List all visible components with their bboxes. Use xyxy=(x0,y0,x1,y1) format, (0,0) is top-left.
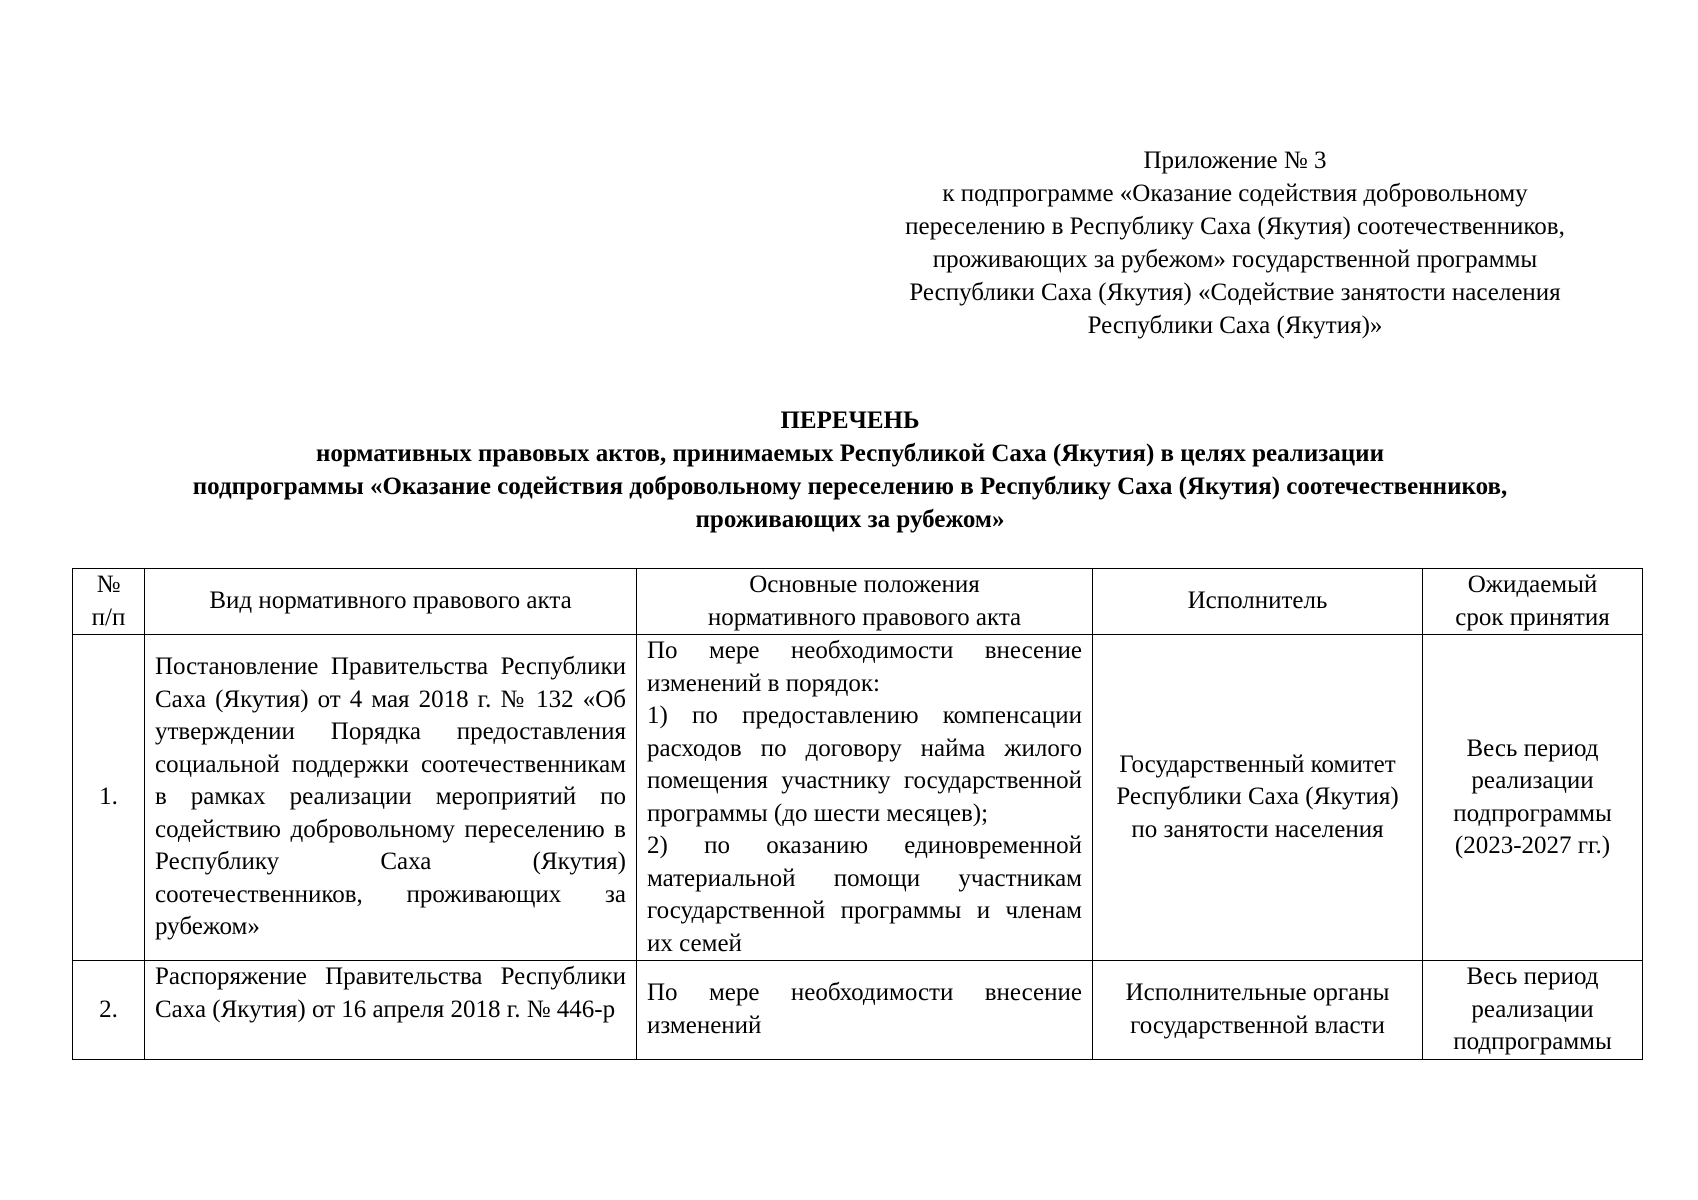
row-deadline: Весь период реализации подпрограммы (2023-2027 гг.) xyxy=(1423,635,1643,961)
appendix-line: Приложение № 3 xyxy=(1143,147,1327,174)
document-subtitle-line: проживающих за рубежом» xyxy=(695,506,1005,533)
header-num: № п/п xyxy=(73,569,145,635)
table-header-row xyxy=(73,569,1643,635)
document-title: ПЕРЕЧЕНЬ xyxy=(780,407,920,434)
row-executor: Государственный комитет Республики Саха (Якутия) по занятости населения xyxy=(1093,635,1423,961)
appendix-line: к подпрограмме «Оказание содействия добровольному xyxy=(942,180,1528,207)
table-row xyxy=(73,635,1643,961)
header-deadline: Ожидаемый срок принятия xyxy=(1423,569,1643,635)
appendix-line: проживающих за рубежом» государственной программы xyxy=(932,246,1538,273)
appendix-line: Республики Саха (Якутия) «Содействие занятости населения xyxy=(909,279,1561,306)
row-num: 2. xyxy=(73,961,145,1060)
row-provisions xyxy=(637,635,1093,961)
appendix-block xyxy=(840,144,1630,342)
document-subtitle-line: нормативных правовых актов, принимаемых Республикой Саха (Якутия) в целях реализации xyxy=(316,440,1384,467)
row-provisions: По мере необходимости внесение изменений xyxy=(637,961,1093,1060)
appendix-line: Республики Саха (Якутия)» xyxy=(1087,312,1383,339)
document-heading xyxy=(60,404,1640,536)
row-executor: Исполнительные органы государственной власти xyxy=(1093,961,1423,1060)
header-type: Вид нормативного правового акта xyxy=(145,569,637,635)
document-subtitle-line: подпрограммы «Оказание содействия добровольному переселению в Республику Саха (Якутия) соотечественников, xyxy=(192,473,1508,500)
provisions-item: 2) по оказанию единовременной материальной помощи участникам государственной программы и членам их семей xyxy=(647,832,1082,957)
row-num: 1. xyxy=(73,635,145,961)
row-act-type: Постановление Правительства Республики Саха (Якутия) от 4 мая 2018 г. № 132 «Об утверждении Порядка предоставления социальной поддержки соотечественникам в рамках реализации мероприятий по содействию добровольному переселению в Республику Саха (Якутия) соотечественников, проживающих за рубежом» xyxy=(145,635,637,961)
header-provisions: Основные положения нормативного правового акта xyxy=(637,569,1093,635)
provisions-intro: По мере необходимости внесение изменений в порядок: xyxy=(647,637,1082,697)
acts-table xyxy=(72,568,1643,1060)
row-act-type: Распоряжение Правительства Республики Саха (Якутия) от 16 апреля 2018 г. № 446-р xyxy=(145,961,637,1060)
row-deadline: Весь период реализации подпрограммы xyxy=(1423,961,1643,1060)
table-row xyxy=(73,961,1643,1060)
header-executor: Исполнитель xyxy=(1093,569,1423,635)
appendix-line: переселению в Республику Саха (Якутия) соотечественников, xyxy=(905,213,1565,240)
provisions-item: 1) по предоставлению компенсации расходов по договору найма жилого помещения участнику государственной программы (до шести месяцев); xyxy=(647,702,1082,827)
